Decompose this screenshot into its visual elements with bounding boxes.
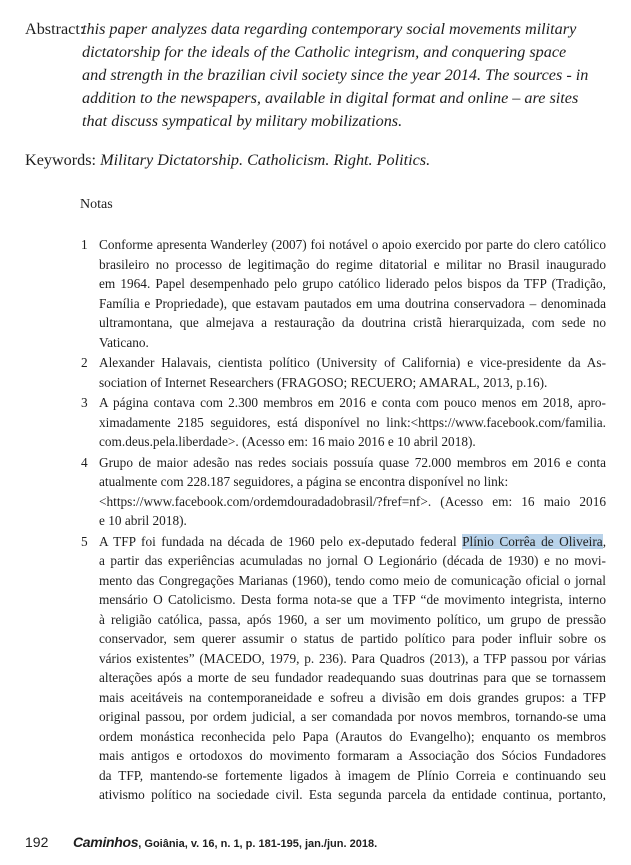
footnote-number: 1 [81,237,88,252]
footnote-line: e 10 abril 2018). [99,513,187,528]
footnote-line: em 1964. Papel desempenhado pelo grupo católico liderado pelos bispos da TFP (Tradição, [99,276,606,291]
abstract-block [25,18,615,133]
abstract-line: that discuss sympatical by military mobilizations. [82,112,403,130]
footnote-line: conservador, sem querer assumir o status de partido político para poder influir sobre os [99,631,606,646]
footnote-line: ordem monástica reconhecida pelo Papa (Arautos do Evangelho); enquanto os membros [99,728,606,744]
footnote-3 [81,393,606,452]
footnote-line: sociation of Internet Researchers (FRAGOSO; RECUERO; AMARAL, 2013, p.16). [99,374,548,390]
footnote-number: 3 [81,395,88,410]
keywords-value: Military Dictatorship. Catholicism. Right. Politics. [100,151,431,169]
footnote-line: ultramontana, que almejava a restauração da doutrina cristã hierarquizada, com sede no [99,315,606,330]
footnote-line: ximadamente 2185 seguidores, está disponível no link:<https://www.facebook.com/familia. [99,414,606,430]
footnote-line: da TFP, mantendo-se fortemente ligados à imagem de Plínio Correia e continuando seu [99,767,606,783]
footnote-number: 5 [81,533,88,549]
page-footer [25,834,377,851]
footnote-2 [81,353,606,392]
footnote-1 [81,235,606,352]
keywords-block [25,151,430,170]
selected-text-highlight[interactable]: Plínio Corrêa de Oliveira [462,533,603,549]
footnote-line: mento das Congregações Marianas (1960), tendo como meio de comunicação oficial o jornal [99,572,606,588]
footnote-line: a partir das experiências acumuladas no jornal O Legionário (década de 1930) e no movi- [99,553,606,568]
footnote-text: A TFP foi fundada na década de 1960 pelo ex-deputado federal [99,533,463,549]
footnote-line: mensário O Catolicismo. Desta forma nota-se que a TFP “de movimento integrista, interno [99,592,606,607]
footnote-line: mais antigos e ortodoxos do movimento formaram a Associação dos Sócios Fundadores [99,748,606,763]
abstract-line: and strength in the brazilian civil society since the year 2014. The sources - in [82,66,589,84]
footnote-line: Vaticano. [99,334,149,350]
footnote-5 [81,532,606,805]
footnote-line: Alexander Halavais, cientista político (University of California) e vice-presidente da As- [99,355,606,370]
footnote-line: Família e Propriedade), que estavam pautados em uma doutrina conservadora – denominada [99,295,606,311]
footnote-line: mais aceitáveis na contemporaneidade e sofreu a divisão em dois grandes grupos: a TFP [99,689,606,705]
footnote-line: original passou, por ordem judicial, a ser comandada por novos membros, tornando-se uma [99,709,606,724]
abstract-line: this paper analyzes data regarding contemporary social movements military [82,20,577,38]
footnote-line: com.deus.pela.liberdade>. (Acesso em: 16 maio 2016 e 10 abril 2018). [99,434,476,449]
abstract-label: Abstract: [25,20,85,38]
abstract-line: addition to the newspapers, available in digital format and online – are sites [82,89,579,107]
footnote-line: alterações após a morte de seu fundador readequando suas doutrinas para que se tornassem [99,670,606,685]
page-number: 192 [25,834,49,850]
footnote-text: , [602,533,607,549]
footnote-line: atualmente com 228.187 seguidores, a página se encontra disponível no link: [99,474,509,489]
footnote-line: Conforme apresenta Wanderley (2007) foi notável o apoio exercido por parte do clero católico [99,237,606,252]
footnote-line: vários existentes” (MACEDO, 1979, p. 236). Para Quadros (2013), a TFP passou por várias [99,650,606,666]
footnote-line: A página contava com 2.300 membros em 2016 e conta com pouco menos em 2018, apro- [99,395,606,410]
footnote-number: 2 [81,355,88,370]
footnote-line: ativismo político na sociedade civil. Esta segunda parcela da entidade continua, portanto, [99,787,606,802]
journal-name: Caminhos [73,834,139,850]
abstract-line: dictatorship for the ideals of the Catholic integrism, and conquering space [82,43,567,61]
notes-list [81,235,606,806]
journal-citation: , Goiânia, v. 16, n. 1, p. 181-195, jan./jun. 2018. [138,838,378,850]
notes-heading: Notas [80,197,113,212]
footnote-4 [81,453,606,531]
footnote-line: Grupo de maior adesão nas redes sociais possuía quase 72.000 membros em 2016 e conta [99,454,606,470]
footnote-line: <https://www.facebook.com/ordemdouradadobrasil/?fref=nf>. (Acesso em: 16 maio 2016 [99,493,606,509]
keywords-label: Keywords: [25,151,97,169]
footnote-line: à religião católica, passa, após 1960, a ser um movimento político, um grupo de pressão [99,611,606,627]
footnote-line [99,532,606,552]
footnote-number: 4 [81,454,88,470]
footnote-line: brasileiro no processo de legitimação do regime ditatorial e militar no Brasil inaugurado [99,256,606,272]
abstract-text [82,18,615,133]
